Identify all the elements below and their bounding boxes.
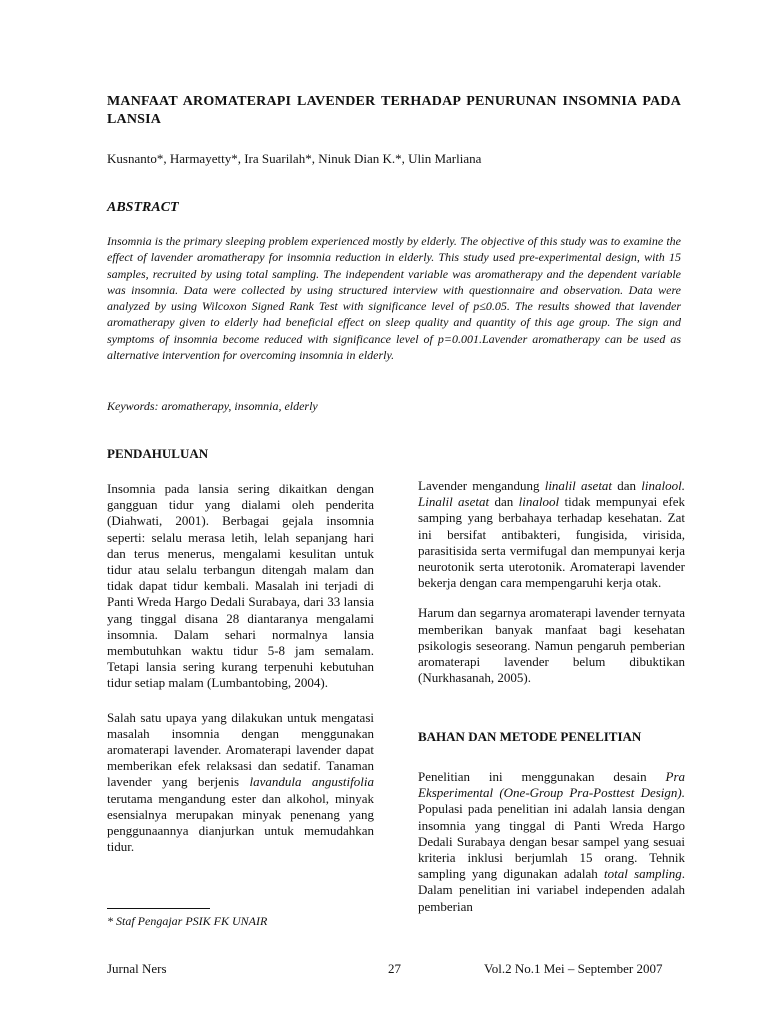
section-heading-pendahuluan: PENDAHULUAN — [107, 446, 209, 461]
right-column-methods — [418, 769, 685, 929]
paragraph: Penelitian ini menggunakan desain Pra Eksperimental (One-Group Pra-Posttest Design). Populasi pada penelitian ini adalah lansia dengan insomnia yang tinggal di Panti Wreda Hargo Dedali Surabaya dengan besar sampel yang sesuai kriteria inklusi berjumlah 15 orang. Tehnik sampling yang digunakan adalah total sampling. Dalam penelitian ini variabel independen adalah pemberian — [418, 769, 685, 914]
keywords: Keywords: aromatherapy, insomnia, elderly — [107, 399, 318, 413]
paragraph: Insomnia pada lansia sering dikaitkan dengan gangguan tidur yang dialami oleh penderita (Diahwati, 2001). Berbagai gejala insomnia seperti: selalu merasa letih, lelah sepanjang hari dan terus menerus, mengalami kesulitan untuk tidur atau selalu terbangun ditengah malam dan tidak dapat tidur kembali. Masalah ini terjadi di Panti Wreda Hargo Dedali Surabaya, dari 33 lansia yang tinggal disana 28 diantaranya mengalami insomnia. Dalam sehari normalnya lansia membutuhkan waktu tidur 5-8 jam semalam. Tetapi lansia sering kurang terpenuhi kebutuhan tidur setiap malam (Lumbantobing, 2004). — [107, 481, 374, 691]
footnote-divider — [107, 908, 210, 909]
section-heading-metode: BAHAN DAN METODE PENELITIAN — [418, 729, 642, 744]
paragraph: Lavender mengandung linalil asetat dan linalool. Linalil asetat dan linalool tidak mempunyai efek samping yang berbahaya terhadap kesehatan. Zat ini bersifat antibakteri, fungisida, virisida, parasitisida serta vermifugal dan mempunyai kerja neurotonik serta uterotonik. Aromaterapi lavender bekerja dengan cara mempengaruhi kerja otak. — [418, 478, 685, 591]
author-list: Kusnanto*, Harmayetty*, Ira Suarilah*, Ninuk Dian K.*, Ulin Marliana — [107, 151, 482, 166]
left-column — [107, 481, 374, 869]
footer-journal-name: Jurnal Ners — [107, 961, 167, 976]
paragraph: Salah satu upaya yang dilakukan untuk mengatasi masalah insomnia dengan menggunakan aromaterapi lavender. Aromaterapi lavender dapat memberikan efek relaksasi dan sedatif. Tanaman lavender yang berjenis lavandula angustifolia terutama mengandung ester dan alkohol, minyak esensialnya merupakan minyak penenang yang penggunaannya dianjurkan untuk memudahkan tidur. — [107, 709, 374, 855]
abstract-heading: ABSTRACT — [107, 200, 179, 215]
article-title: MANFAAT AROMATERAPI LAVENDER TERHADAP PENURUNAN INSOMNIA PADA LANSIA — [107, 94, 681, 127]
footer-page-number: 27 — [388, 961, 401, 976]
paragraph: Harum dan segarnya aromaterapi lavender ternyata memberikan banyak manfaat bagi kesehatan psikologis seseorang. Namun pengaruh pemberian aromaterapi lavender belum dibuktikan (Nurkhasanah, 2005). — [418, 605, 685, 686]
footnote: * Staf Pengajar PSIK FK UNAIR — [107, 914, 268, 928]
footer-volume: Vol.2 No.1 Mei – September 2007 — [484, 961, 663, 976]
abstract-body: Insomnia is the primary sleeping problem experienced mostly by elderly. The objective of this study was to examine the effect of lavender aromatherapy for insomnia reduction in elderly. This study used pre-experimental design, with 15 samples, recruited by using total sampling. The independent variable was aromatherapy and the dependent variable was insomnia. Data were collected by using structured interview with questionnaire and observation. Data were analyzed by using Wilcoxon Signed Rank Test with significance level of p≤0.05. The results showed that lavender aromatherapy given to elderly had beneficial effect on sleep quality and quantity of this age group. The sign and symptoms of insomnia become reduced with significance level of p=0.001.Lavender aromatherapy can be used as alternative intervention for overcoming insomnia in elderly. — [107, 234, 681, 363]
right-column — [418, 478, 685, 700]
